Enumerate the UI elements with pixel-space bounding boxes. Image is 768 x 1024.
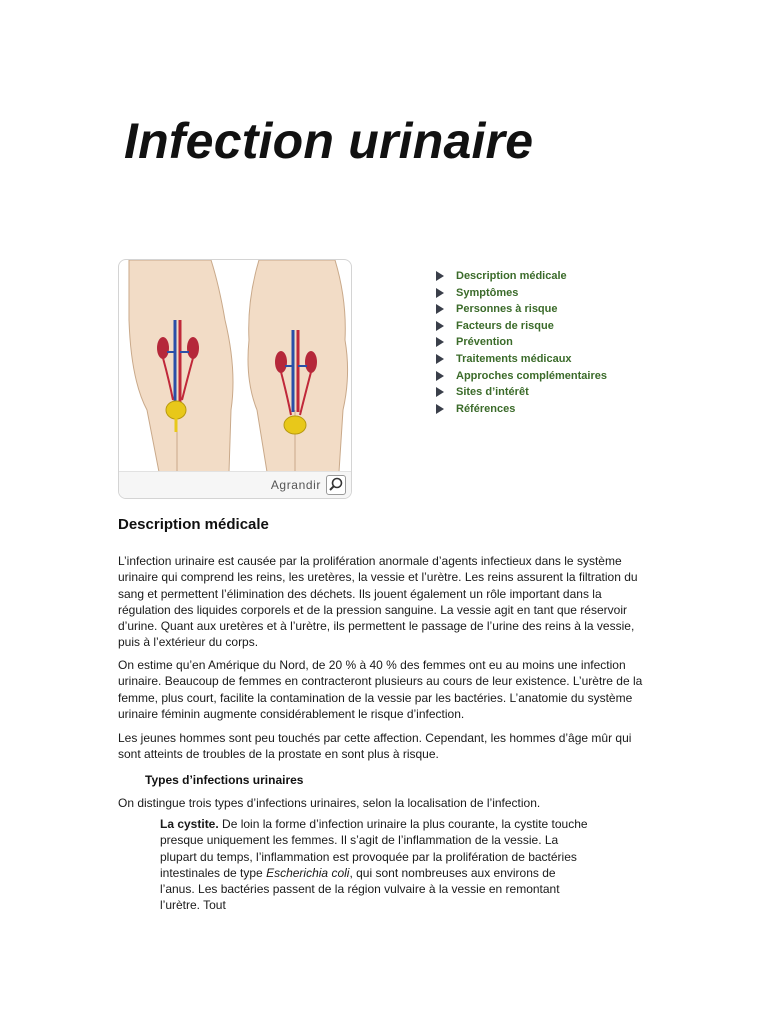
- cystite-text-before: De loin la forme d’infection urinaire la plus courante, la cystite touche presque uniquement les femmes. Il s’agit de l’inflammation de la vessie. La plupart du temps, l’inflammation est provoquée par la prolifération de bactéries intestinales de type: [160, 817, 588, 880]
- arrow-bullet-icon: [436, 321, 444, 331]
- toc-item-personnes[interactable]: Personnes à risque: [436, 301, 607, 318]
- arrow-bullet-icon: [436, 288, 444, 298]
- right-kidney-male: [187, 337, 199, 359]
- arrow-bullet-icon: [436, 271, 444, 281]
- arrow-bullet-icon: [436, 304, 444, 314]
- toc-item-references[interactable]: Références: [436, 401, 607, 418]
- paragraph-statistics: On estime qu’en Amérique du Nord, de 20 % à 40 % des femmes ont eu au moins une infection urinaire. Beaucoup de femmes en contracteront plusieurs au cours de leur existence. L’urètre de la femme, plus court, facilite la contamination de la vessie par les bactéries. L’anatomie du système urinaire féminin augmente considérablement le risque d’infection.: [118, 658, 643, 721]
- left-kidney-male: [157, 337, 169, 359]
- arrow-bullet-icon: [436, 337, 444, 347]
- urinary-system-illustration[interactable]: [118, 259, 352, 499]
- bladder-male: [166, 401, 186, 419]
- paragraph-men: Les jeunes hommes sont peu touchés par cette affection. Cependant, les hommes d’âge mûr qui sont atteints de troubles de la prostate en sont plus à risque.: [118, 731, 632, 762]
- toc-item-description[interactable]: Description médicale: [436, 268, 607, 285]
- toc-item-sites[interactable]: Sites d’intérêt: [436, 384, 607, 401]
- arrow-bullet-icon: [436, 404, 444, 414]
- term-cystite: La cystite.: [160, 817, 219, 831]
- paragraph-cystite: [160, 816, 590, 914]
- enlarge-label[interactable]: Agrandir: [270, 478, 321, 492]
- arrow-bullet-icon: [436, 387, 444, 397]
- subsection-title-types: Types d’infections urinaires: [145, 773, 304, 787]
- species-name: Escherichia coli: [266, 865, 350, 880]
- subsection-intro: On distingue trois types d’infections urinaires, selon la localisation de l’infection.: [118, 796, 541, 810]
- enlarge-bar[interactable]: [119, 471, 351, 498]
- section-title-description: Description médicale: [118, 516, 269, 533]
- toc-item-symptomes[interactable]: Symptômes: [436, 285, 607, 302]
- left-kidney-female: [275, 351, 287, 373]
- right-kidney-female: [305, 351, 317, 373]
- body-anatomy-drawing: [119, 260, 351, 472]
- arrow-bullet-icon: [436, 354, 444, 364]
- toc-item-facteurs[interactable]: Facteurs de risque: [436, 318, 607, 335]
- arrow-bullet-icon: [436, 371, 444, 381]
- toc-item-approches[interactable]: Approches complémentaires: [436, 368, 607, 385]
- toc-item-traitements[interactable]: Traitements médicaux: [436, 351, 607, 368]
- magnifier-icon[interactable]: [326, 475, 346, 495]
- page-title: Infection urinaire: [124, 113, 534, 169]
- toc-item-prevention[interactable]: Prévention: [436, 334, 607, 351]
- cystite-text-after: , qui sont nombreuses aux environs de l’anus. Les bactéries passent de la région vulvaire à la vessie en remontant l’urètre. Tout: [160, 865, 560, 913]
- table-of-contents: [436, 268, 607, 417]
- paragraph-intro: L’infection urinaire est causée par la prolifération anormale d’agents infectieux dans le système urinaire qui comprend les reins, les uretères, la vessie et l’urètre. Les reins assurent la filtration du sang et permettent l’élimination des déchets. Ils jouent également un rôle important dans la régulation des liquides corporels et de la pression sanguine. La vessie agit en tant que réservoir d’urine. Quant aux uretères et à l’urètre, ils permettent le passage de l’urine des reins à la vessie, puis à l’extérieur du corps.: [118, 554, 638, 650]
- bladder-female: [284, 416, 306, 434]
